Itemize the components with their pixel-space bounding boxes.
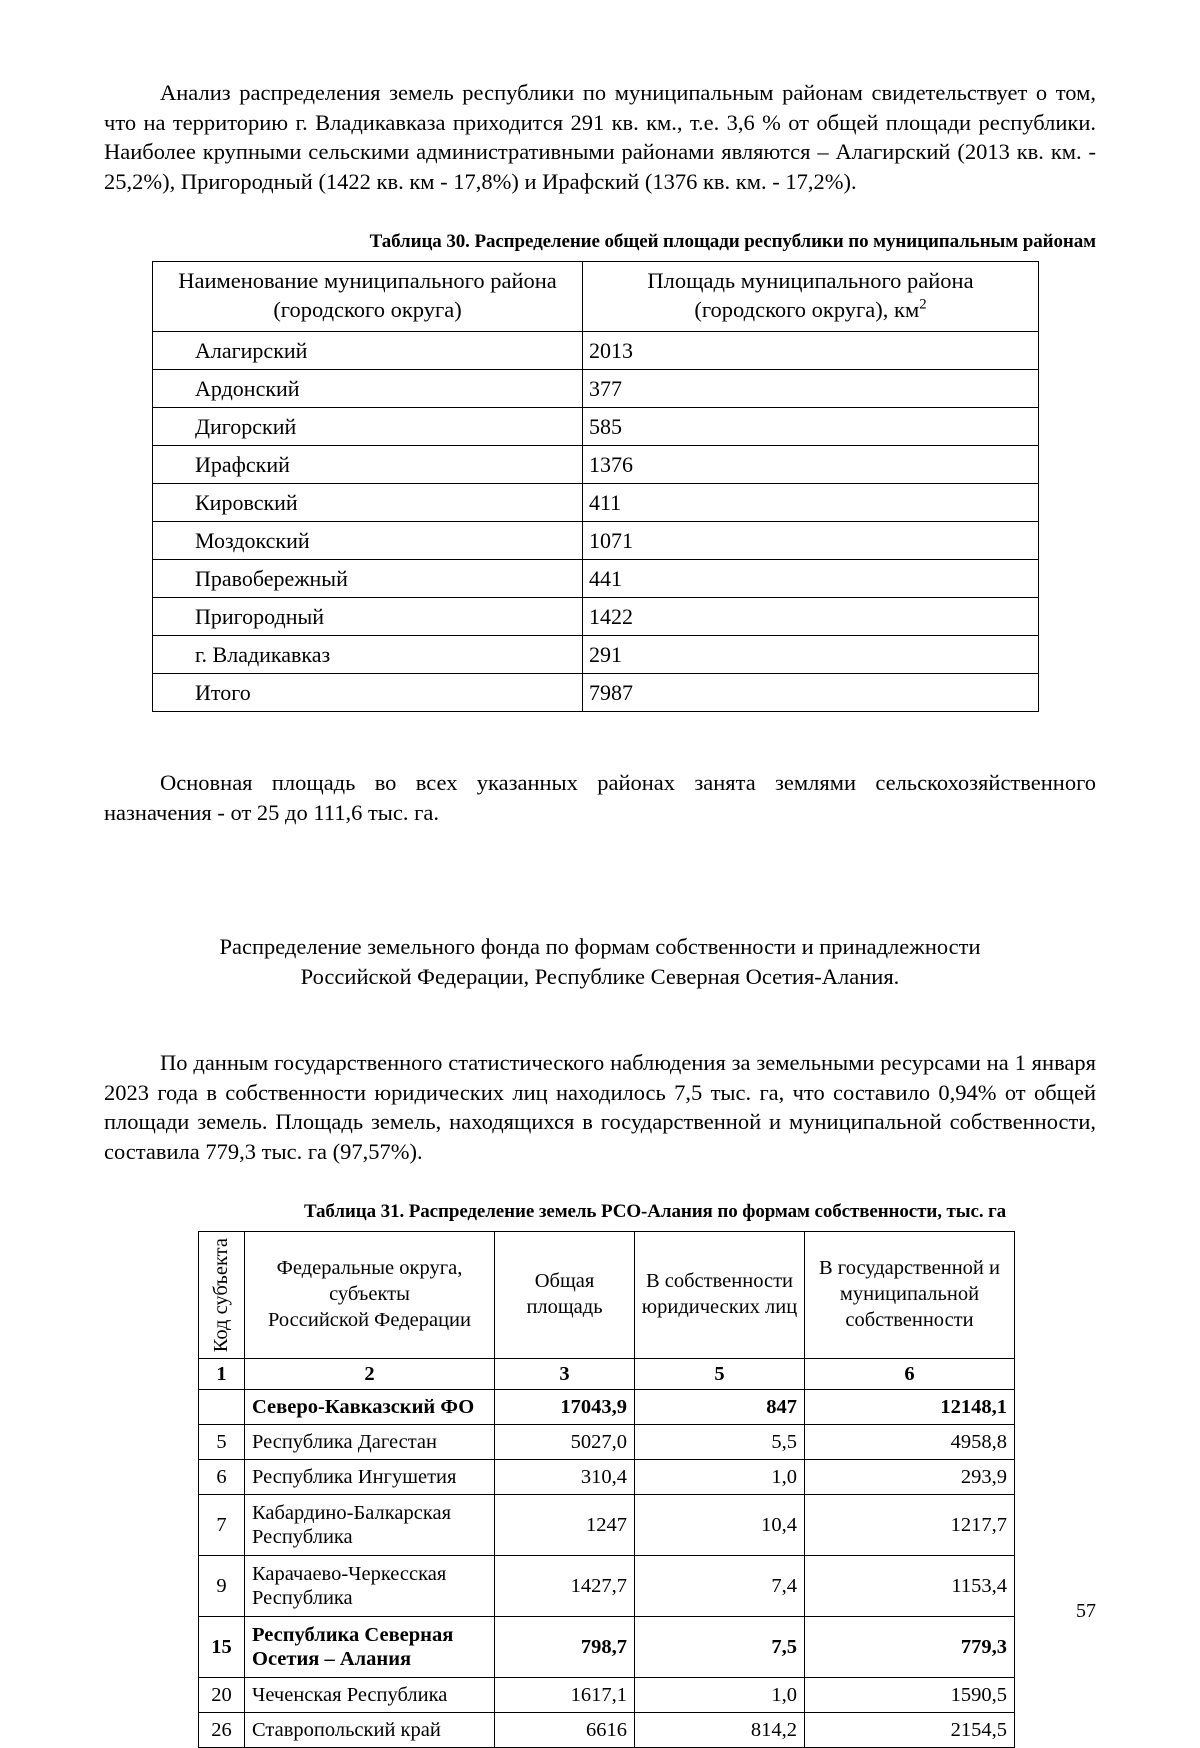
- table30-caption: Таблица 30. Распределение общей площади республики по муниципальным районам: [369, 230, 1096, 252]
- table31-colnum: 3: [495, 1359, 635, 1390]
- table-30: [152, 261, 1039, 713]
- table31-header-total: [495, 1231, 635, 1358]
- table31-header-state-line2: муниципальной: [839, 1282, 980, 1305]
- table31-legal-owned: 7,4: [635, 1556, 805, 1617]
- table31-code: 15: [199, 1617, 245, 1678]
- table30-header-area-line2: (городского округа), км: [694, 296, 920, 322]
- spacer: [104, 1167, 1096, 1201]
- section-heading: Распределение земельного фонда по формам собственности и принадлежности Российской Федерации, Республике Северная Осетия-Алания.: [219, 933, 981, 989]
- table-row-district-total: [199, 1390, 1015, 1425]
- table30-header-name: [153, 261, 583, 332]
- table31-code: 7: [199, 1495, 245, 1556]
- table31-subject: Карачаево-Черкесская Республика: [245, 1556, 495, 1617]
- table31-colnum: 1: [199, 1359, 245, 1390]
- table31-header-code-label: Код субъекта: [210, 1237, 233, 1353]
- table31-state-owned: 4958,8: [805, 1425, 1015, 1460]
- table31-subject: Республика Ингушетия: [245, 1460, 495, 1495]
- table31-colnum: 2: [245, 1359, 495, 1390]
- table31-code: 6: [199, 1460, 245, 1495]
- table31-total-area: 1427,7: [495, 1556, 635, 1617]
- table31-body: [199, 1231, 1015, 1747]
- table31-state-owned: 293,9: [805, 1460, 1015, 1495]
- table-row: [153, 332, 1039, 370]
- table30-row-name: Правобережный: [153, 560, 583, 598]
- table31-header-subject-line2: Российской Федерации: [268, 1308, 471, 1331]
- table30-row-area: 411: [583, 484, 1039, 522]
- table31-header-state-line3: собственности: [845, 1308, 974, 1331]
- table31-subject: Ставропольский край: [245, 1713, 495, 1748]
- table31-total-area: 1617,1: [495, 1678, 635, 1713]
- table-row: [199, 1425, 1015, 1460]
- table-row: [153, 636, 1039, 674]
- table31-state-owned: 12148,1: [805, 1390, 1015, 1425]
- table30-body: [153, 261, 1039, 712]
- table30-row-name: Итого: [153, 674, 583, 712]
- table-row: [199, 1556, 1015, 1617]
- statistics-paragraph: По данным государственного статистического наблюдения за земельными ресурсами на 1 января 2023 года в собственности юридических лиц находилось 7,5 тыс. га, что составило 0,94% от общей площади земель. Площадь земель, находящихся в государственной и муниципальной собственности, составила 779,3 тыс. га (97,57%).: [104, 1050, 1096, 1165]
- table30-row-name: Ардонский: [153, 370, 583, 408]
- table-row: [153, 408, 1039, 446]
- table30-header-area-superscript: 2: [919, 296, 927, 313]
- table31-header-legal: [635, 1231, 805, 1358]
- table-row: [153, 560, 1039, 598]
- table31-subject: Чеченская Республика: [245, 1678, 495, 1713]
- table31-state-owned: 1153,4: [805, 1556, 1015, 1617]
- table31-header-state: [805, 1231, 1015, 1358]
- table31-colnum: 6: [805, 1359, 1015, 1390]
- table31-subject: Республика Северная Осетия – Алания: [245, 1617, 495, 1678]
- spacer: [104, 828, 1096, 898]
- table31-total-area: 17043,9: [495, 1390, 635, 1425]
- table30-row-area: 1376: [583, 446, 1039, 484]
- table30-row-area: 291: [583, 636, 1039, 674]
- table31-header-legal-line2: юридических лиц: [641, 1295, 798, 1318]
- table30-row-name: Пригородный: [153, 598, 583, 636]
- table30-row-name: Дигорский: [153, 408, 583, 446]
- table-row: [199, 1713, 1015, 1748]
- table30-row-area: 377: [583, 370, 1039, 408]
- table30-header-area-line1: Площадь муниципального района: [647, 267, 974, 293]
- table-row: [199, 1460, 1015, 1495]
- table31-state-owned: 2154,5: [805, 1713, 1015, 1748]
- table31-column-numbers-row: [199, 1359, 1015, 1390]
- table-row-total: [153, 674, 1039, 712]
- table31-code: 26: [199, 1713, 245, 1748]
- table30-row-name: Ирафский: [153, 446, 583, 484]
- table31-header-row: [199, 1231, 1015, 1358]
- table30-header-name-line2: (городского округа): [273, 296, 462, 322]
- table-row: [199, 1678, 1015, 1713]
- table31-code: 5: [199, 1425, 245, 1460]
- table-row: [153, 370, 1039, 408]
- table31-header-total-line1: Общая: [534, 1270, 595, 1293]
- table-row: [153, 484, 1039, 522]
- after-table30-paragraph: Основная площадь во всех указанных районах занята землями сельскохозяйственного назначения - от 25 до 111,6 тыс. га.: [104, 770, 1096, 826]
- table31-legal-owned: 5,5: [635, 1425, 805, 1460]
- table30-row-area: 1422: [583, 598, 1039, 636]
- spacer: [104, 712, 1096, 768]
- table31-subject: Республика Дагестан: [245, 1425, 495, 1460]
- table30-row-area: 585: [583, 408, 1039, 446]
- table31-header-code: [199, 1231, 245, 1358]
- intro-paragraph: Анализ распределения земель республики по муниципальным районам свидетельствует о том, что на территорию г. Владикавказа приходится 291 кв. км., т.е. 3,6 % от общей площади республики. Наиболее крупными сельскими административными районами являются – Алагирский (2013 кв. км. - 25,2%), Пригородный (1422 кв. км - 17,8%) и Ирафский (1376 кв. км. - 17,2%).: [104, 80, 1096, 195]
- table30-row-area: 7987: [583, 674, 1039, 712]
- table31-legal-owned: 10,4: [635, 1495, 805, 1556]
- table31-total-area: 6616: [495, 1713, 635, 1748]
- table31-header-state-line1: В государственной и: [819, 1257, 1000, 1280]
- table30-row-name: Алагирский: [153, 332, 583, 370]
- table31-header-subject: [245, 1231, 495, 1358]
- table31-code: [199, 1390, 245, 1425]
- table31-legal-owned: 1,0: [635, 1678, 805, 1713]
- table31-subject: Кабардино-Балкарская Республика: [245, 1495, 495, 1556]
- table-row: [153, 598, 1039, 636]
- table30-header-row: [153, 261, 1039, 332]
- table30-row-name: Моздокский: [153, 522, 583, 560]
- table31-state-owned: 779,3: [805, 1617, 1015, 1678]
- table30-row-area: 2013: [583, 332, 1039, 370]
- table31-legal-owned: 847: [635, 1390, 805, 1425]
- table30-row-name: г. Владикавказ: [153, 636, 583, 674]
- table31-state-owned: 1590,5: [805, 1678, 1015, 1713]
- table31-total-area: 1247: [495, 1495, 635, 1556]
- table30-header-area: [583, 261, 1039, 332]
- table31-caption: Таблица 31. Распределение земель РСО-Алания по формам собственности, тыс. га: [303, 1200, 1007, 1222]
- table31-legal-owned: 7,5: [635, 1617, 805, 1678]
- table31-legal-owned: 1,0: [635, 1460, 805, 1495]
- table31-total-area: 798,7: [495, 1617, 635, 1678]
- table-row: [199, 1495, 1015, 1556]
- table30-row-area: 1071: [583, 522, 1039, 560]
- table31-header-total-line2: площадь: [526, 1295, 603, 1318]
- table31-code: 20: [199, 1678, 245, 1713]
- table31-state-owned: 1217,7: [805, 1495, 1015, 1556]
- table31-legal-owned: 814,2: [635, 1713, 805, 1748]
- table-row-highlighted: [199, 1617, 1015, 1678]
- table31-code: 9: [199, 1556, 245, 1617]
- spacer: [104, 197, 1096, 231]
- table31-subject: Северо-Кавказский ФО: [245, 1390, 495, 1425]
- table30-row-name: Кировский: [153, 484, 583, 522]
- table31-header-subject-line1: Федеральные округа, субъекты: [276, 1257, 463, 1305]
- table31-colnum: 5: [635, 1359, 805, 1390]
- spacer: [104, 992, 1096, 1048]
- table-31: [198, 1231, 1015, 1748]
- spacer: [104, 898, 1096, 932]
- table31-total-area: 310,4: [495, 1460, 635, 1495]
- table31-header-legal-line1: В собственности: [645, 1270, 794, 1293]
- table-row: [153, 522, 1039, 560]
- page-number: 57: [1076, 1600, 1096, 1622]
- table30-header-name-line1: Наименование муниципального района: [178, 267, 557, 293]
- table30-row-area: 441: [583, 560, 1039, 598]
- table31-total-area: 5027,0: [495, 1425, 635, 1460]
- table-row: [153, 446, 1039, 484]
